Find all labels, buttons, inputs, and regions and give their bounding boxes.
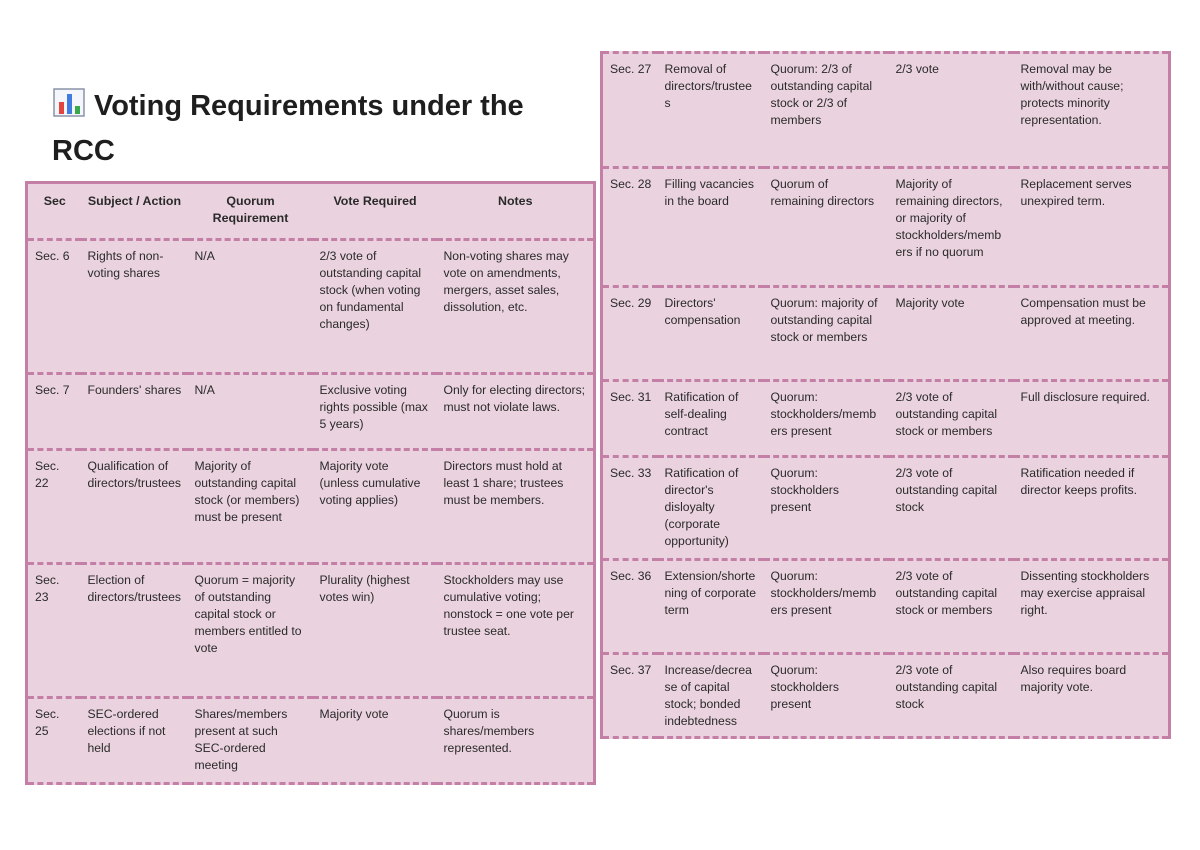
cell-vote: 2/3 vote of outstanding capital stock — [895, 466, 998, 514]
column-header-subject: Subject / Action — [87, 194, 182, 208]
table-row — [602, 560, 1170, 654]
table-row — [27, 698, 595, 784]
cell-subject: Extension/shortening of corporate term — [664, 569, 756, 617]
cell-vote: Majority vote — [895, 296, 965, 310]
cell-notes: Also requires board majority vote. — [1020, 663, 1127, 694]
cell-sec: Sec. 33 — [610, 466, 652, 480]
cell-notes: Stockholders may use cumulative voting; nonstock = one vote per trustee seat. — [443, 573, 574, 638]
voting-table-part-2 — [600, 51, 1171, 739]
column-header-notes: Notes — [498, 194, 533, 208]
table-row — [27, 450, 595, 564]
table-row — [602, 53, 1170, 168]
cell-quorum: N/A — [194, 249, 215, 263]
table-row — [602, 168, 1170, 287]
cell-quorum: Quorum: 2/3 of outstanding capital stock or 2/3 of members — [770, 62, 873, 127]
cell-quorum: Quorum = majority of outstanding capital stock or members entitled to vote — [194, 573, 302, 655]
cell-notes: Non-voting shares may vote on amendments, mergers, asset sales, dissolution, etc. — [443, 249, 569, 314]
cell-sec: Sec. 36 — [610, 569, 652, 583]
cell-notes: Replacement serves unexpired term. — [1020, 177, 1132, 208]
page-title — [52, 84, 572, 174]
table-row — [602, 457, 1170, 560]
cell-vote: 2/3 vote — [895, 62, 939, 76]
cell-subject: Removal of directors/trustees — [664, 62, 752, 110]
cell-vote: 2/3 vote of outstanding capital stock (when voting on fundamental changes) — [319, 249, 422, 331]
cell-quorum: Majority of outstanding capital stock (or members) must be present — [194, 459, 300, 524]
table-row — [27, 564, 595, 698]
cell-subject: Directors' compensation — [664, 296, 741, 327]
column-header-sec: Sec — [43, 194, 66, 208]
cell-vote: Exclusive voting rights possible (max 5 years) — [319, 383, 428, 431]
cell-vote: 2/3 vote of outstanding capital stock or members — [895, 390, 998, 438]
cell-subject: Qualification of directors/trustees — [87, 459, 181, 490]
table-row — [602, 287, 1170, 381]
cell-quorum: Quorum of remaining directors — [770, 177, 875, 208]
cell-subject: Increase/decrease of capital stock; bonded indebtedness — [664, 663, 752, 728]
cell-subject: Founders' shares — [87, 383, 182, 397]
voting-table-part-1 — [25, 181, 596, 785]
cell-vote: 2/3 vote of outstanding capital stock — [895, 663, 998, 711]
cell-sec: Sec. 23 — [35, 573, 60, 604]
cell-vote: 2/3 vote of outstanding capital stock or members — [895, 569, 998, 617]
cell-vote: Majority vote — [319, 707, 389, 721]
cell-quorum: Quorum: stockholders/members present — [770, 569, 877, 617]
table-row — [27, 374, 595, 450]
cell-sec: Sec. 25 — [35, 707, 60, 738]
column-header-vote: Vote Required — [333, 194, 417, 208]
cell-sec: Sec. 6 — [35, 249, 70, 263]
table-row — [602, 654, 1170, 738]
cell-sec: Sec. 7 — [35, 383, 70, 397]
column-header-quorum: Quorum Requirement — [212, 194, 289, 225]
cell-subject: SEC-ordered elections if not held — [87, 707, 166, 755]
table-row — [27, 240, 595, 374]
cell-vote: Majority vote (unless cumulative voting applies) — [319, 459, 421, 507]
cell-sec: Sec. 22 — [35, 459, 60, 490]
table-header-row — [27, 183, 595, 240]
cell-quorum: Shares/members present at such SEC-ordered meeting — [194, 707, 288, 772]
cell-notes: Ratification needed if director keeps profits. — [1020, 466, 1138, 497]
cell-quorum: Quorum: majority of outstanding capital stock or members — [770, 296, 878, 344]
cell-subject: Rights of non-voting shares — [87, 249, 164, 280]
cell-notes: Compensation must be approved at meeting. — [1020, 296, 1146, 327]
cell-sec: Sec. 29 — [610, 296, 652, 310]
cell-notes: Only for electing directors; must not violate laws. — [443, 383, 586, 414]
table-row — [602, 381, 1170, 457]
cell-sec: Sec. 37 — [610, 663, 652, 677]
cell-sec: Sec. 28 — [610, 177, 652, 191]
cell-notes: Directors must hold at least 1 share; trustees must be members. — [443, 459, 564, 507]
cell-quorum: Quorum: stockholders/members present — [770, 390, 877, 438]
cell-subject: Ratification of director's disloyalty (corporate opportunity) — [664, 466, 739, 548]
cell-notes: Full disclosure required. — [1020, 390, 1150, 404]
cell-notes: Removal may be with/without cause; protects minority representation. — [1020, 62, 1124, 127]
page-title-text: Voting Requirements under the RCC — [52, 90, 524, 167]
cell-notes: Dissenting stockholders may exercise appraisal right. — [1020, 569, 1150, 617]
cell-sec: Sec. 31 — [610, 390, 652, 404]
bar-chart-icon — [52, 87, 88, 117]
cell-notes: Quorum is shares/members represented. — [443, 707, 535, 755]
cell-vote: Plurality (highest votes win) — [319, 573, 410, 604]
cell-subject: Filling vacancies in the board — [664, 177, 754, 208]
cell-quorum: Quorum: stockholders present — [770, 663, 839, 711]
cell-sec: Sec. 27 — [610, 62, 652, 76]
cell-quorum: N/A — [194, 383, 215, 397]
cell-subject: Ratification of self-dealing contract — [664, 390, 739, 438]
cell-quorum: Quorum: stockholders present — [770, 466, 839, 514]
cell-subject: Election of directors/trustees — [87, 573, 181, 604]
cell-vote: Majority of remaining directors, or majority of stockholders/members if no quorum — [895, 177, 1003, 259]
